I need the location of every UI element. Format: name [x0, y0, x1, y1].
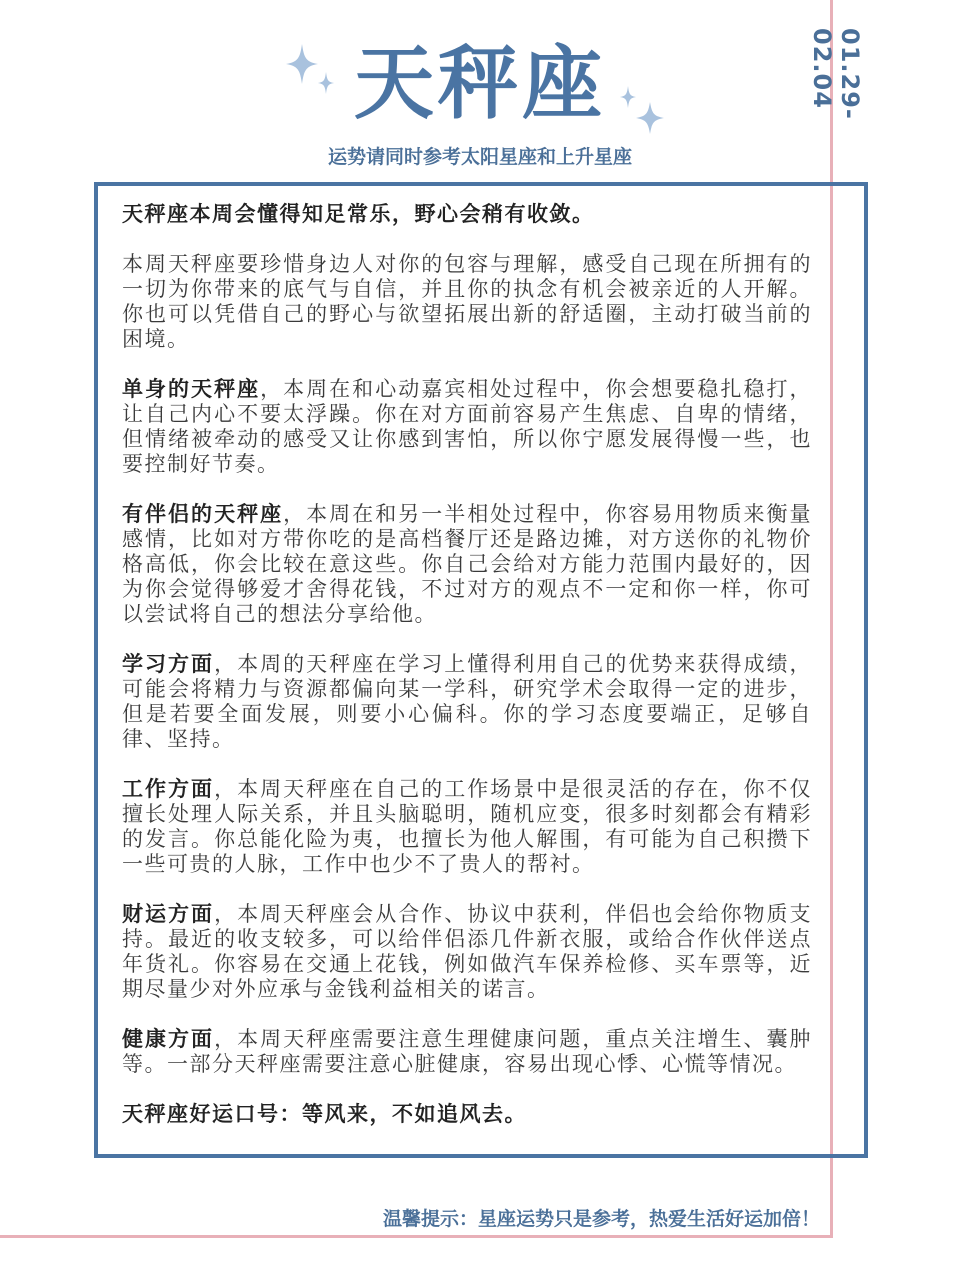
section-label: 工作方面 — [122, 777, 215, 801]
pink-frame-horizontal — [0, 1235, 833, 1238]
section-text: ，本周在和心动嘉宾相处过程中，你会想要稳扎稳打，让自己内心不要太浮躁。你在对方面前容易产生焦虑、自卑的情绪，但情绪被牵动的感受又让你感到害怕，所以你宁愿发展得慢一些，也要控制好节奏。 — [122, 377, 813, 476]
horoscope-content-box — [94, 182, 868, 1158]
section-text: ，本周在和另一半相处过程中，你容易用物质来衡量感情，比如对方带你吃的是高档餐厅还是路边摊，对方送你的礼物价格高低，你会比较在意这些。你自己会给对方能力范围内最好的，因为你会觉得够爱才舍得花钱，不过对方的观点不一定和你一样，你可以尝试将自己的想法分享给他。 — [122, 502, 813, 626]
section-health — [122, 1027, 812, 1077]
section-partnered — [122, 502, 812, 627]
section-label: 财运方面 — [122, 902, 215, 926]
date-range: 01.29-02.04 — [808, 28, 864, 120]
section-label: 有伴侣的天秤座 — [122, 502, 284, 526]
section-text: ，本周的天秤座在学习上懂得利用自己的优势来获得成绩，可能会将精力与资源都偏向某一学科，研究学术会取得一定的进步，但是若要全面发展，则要小心偏科。你的学习态度要端正，足够自律、坚持。 — [122, 652, 813, 751]
section-finance — [122, 902, 812, 1002]
subtitle: 运势请同时参考太阳星座和上升星座 — [327, 146, 632, 168]
page-title: 天秤座 — [354, 37, 606, 130]
section-label: 学习方面 — [122, 652, 215, 676]
intro-paragraph: 本周天秤座要珍惜身边人对你的包容与理解，感受自己现在所拥有的一切为你带来的底气与自信，并且你的执念有机会被亲近的人开解。你也可以凭借自己的野心与欲望拓展出新的舒适圈，主动打破当前的困境。 — [122, 252, 812, 351]
section-single — [122, 377, 812, 477]
section-text: ，本周天秤座需要注意生理健康问题，重点关注增生、囊肿等。一部分天秤座需要注意心脏健康，容易出现心悸、心慌等情况。 — [122, 1027, 813, 1076]
section-text: ，本周天秤座会从合作、协议中获利，伴侣也会给你物质支持。最近的收支较多，可以给伴侣添几件新衣服，或给合作伙伴送点年货礼。你容易在交通上花钱，例如做汽车保养检修、买车票等，近期尽量少对外应承与金钱利益相关的诺言。 — [122, 902, 813, 1001]
section-label: 健康方面 — [122, 1027, 215, 1051]
section-study — [122, 652, 812, 752]
footer-tip: 温馨提示：星座运势只是参考，热爱生活好运加倍！ — [382, 1208, 820, 1230]
section-work — [122, 777, 812, 877]
headline: 天秤座本周会懂得知足常乐，野心会稍有收敛。 — [122, 202, 595, 226]
section-label: 单身的天秤座 — [122, 377, 261, 401]
section-text: ，本周天秤座在自己的工作场景中是很灵活的存在，你不仅擅长处理人际关系，并且头脑聪明，随机应变，很多时刻都会有精彩的发言。你总能化险为夷，也擅长为他人解围，有可能为自己积攒下一些可贵的人脉，工作中也少不了贵人的帮衬。 — [122, 777, 813, 876]
slogan: 天秤座好运口号：等风来，不如追风去。 — [122, 1102, 527, 1126]
